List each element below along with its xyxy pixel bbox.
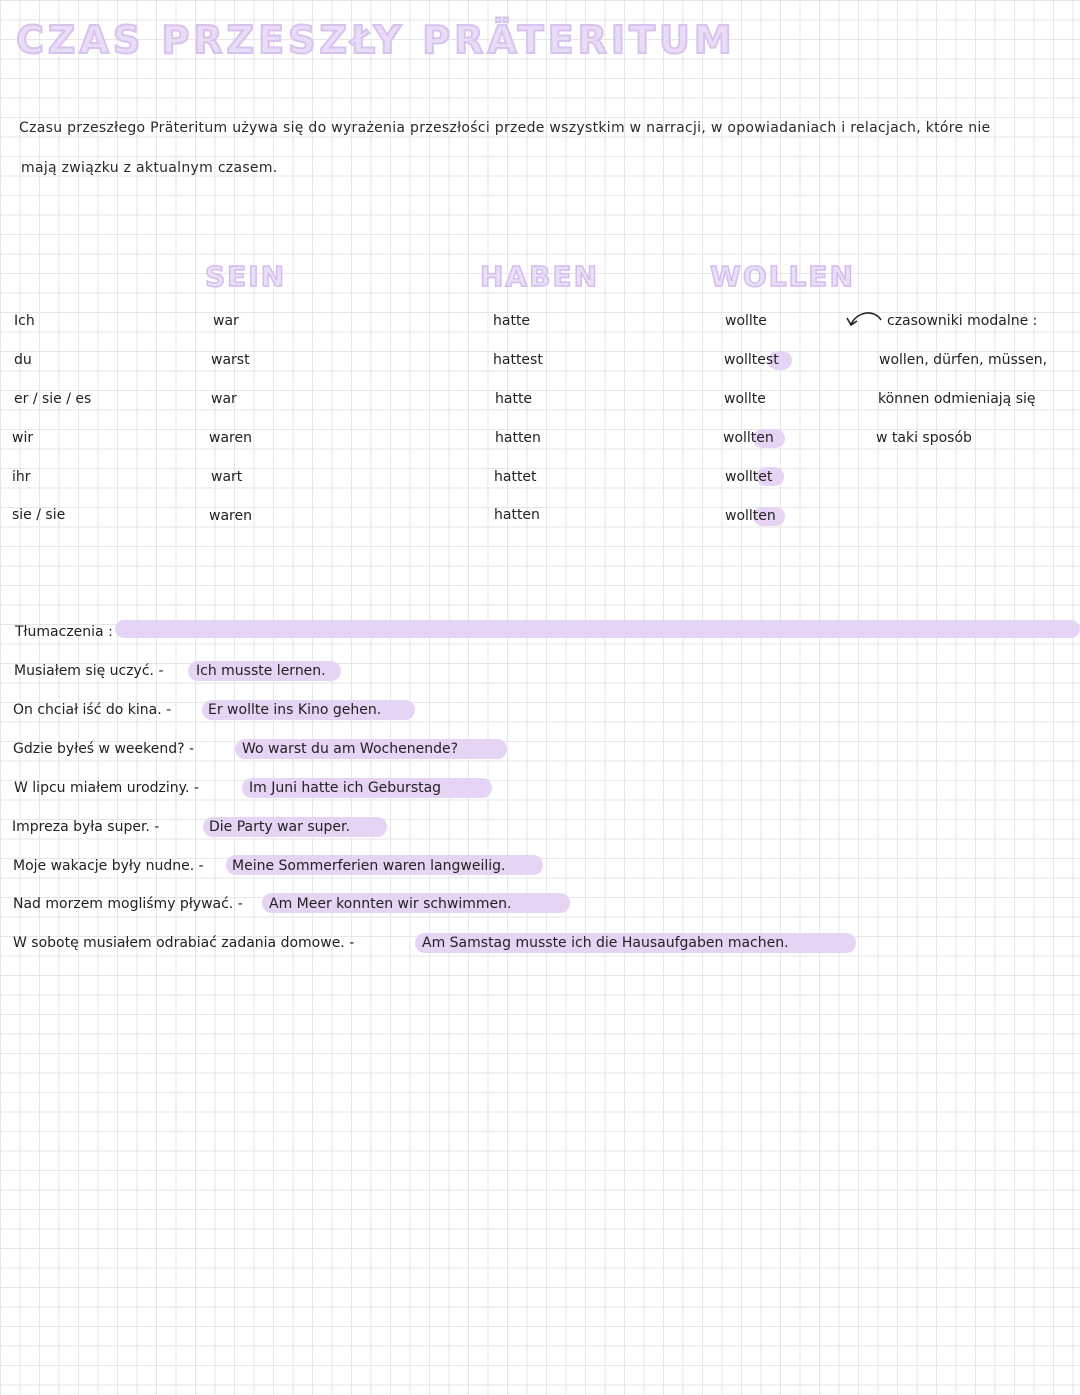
list-item: Musiałem się uczyć. - (14, 663, 164, 679)
sein-cell: war (211, 391, 237, 407)
sein-cell: waren (209, 430, 252, 446)
list-item: Moje wakacje były nudne. - (13, 858, 204, 874)
note-line-4: w taki sposób (876, 430, 972, 446)
pronoun-cell: ihr (12, 469, 31, 485)
translation-answer: Er wollte ins Kino gehen. (208, 702, 382, 718)
list-item: Gdzie byłeś w weekend? - (13, 741, 195, 757)
intro-line-1: Czasu przeszłego Präteritum używa się do wyrażenia przeszłości przede wszystkim w narracji, w opowiadaniach i relacjach, które nie (19, 120, 991, 136)
list-item: Impreza była super. - (12, 819, 160, 835)
translation-answer: Am Meer konnten wir schwimmen. (269, 896, 512, 912)
header-haben: HABEN (480, 260, 600, 293)
pronoun-cell: sie / sie (12, 507, 66, 523)
page-title: CZAS PRZESZŁY PRÄTERITUM (16, 18, 736, 62)
translation-answer: Ich musste lernen. (196, 663, 326, 679)
wollen-cell: wollten (725, 508, 776, 524)
translation-answer: Wo warst du am Wochenende? (242, 741, 458, 757)
sein-cell: war (213, 313, 239, 329)
intro-line-2: mają związku z aktualnym czasem. (21, 160, 278, 176)
wollen-cell: wollte (724, 391, 766, 407)
haben-cell: hatte (495, 391, 533, 407)
translations-label: Tłumaczenia : (15, 624, 113, 640)
wollen-cell: wolltest (724, 352, 779, 368)
pronoun-cell: Ich (14, 313, 35, 329)
note-line-3: können odmieniają się (878, 391, 1036, 407)
haben-cell: hatten (494, 507, 540, 523)
translation-answer: Die Party war super. (209, 819, 350, 835)
haben-cell: hattest (493, 352, 543, 368)
list-item: Nad morzem mogliśmy pływać. - (13, 896, 243, 912)
haben-cell: hattet (494, 469, 537, 485)
wollen-cell: wolltet (725, 469, 773, 485)
note-line-1: czasowniki modalne : (887, 313, 1038, 329)
list-item: On chciał iść do kina. - (13, 702, 172, 718)
header-sein: SEIN (205, 260, 287, 293)
pronoun-cell: wir (12, 430, 34, 446)
translation-answer: Am Samstag musste ich die Hausaufgaben machen. (422, 935, 789, 951)
sein-cell: waren (209, 508, 252, 524)
wollen-cell: wollte (725, 313, 767, 329)
pronoun-cell: du (14, 352, 32, 368)
haben-cell: hatten (495, 430, 541, 446)
wollen-cell: wollten (723, 430, 774, 446)
list-item: W lipcu miałem urodziny. - (14, 780, 199, 796)
sein-cell: warst (211, 352, 250, 368)
list-item: W sobotę musiałem odrabiać zadania domowe. - (13, 935, 355, 951)
sein-cell: wart (211, 469, 243, 485)
translation-answer: Im Juni hatte ich Geburstag (249, 780, 442, 796)
curved-arrow-icon (845, 308, 885, 330)
header-wollen: WOLLEN (710, 260, 855, 293)
section-highlight-bar (115, 620, 1080, 638)
pronoun-cell: er / sie / es (14, 391, 92, 407)
note-line-2: wollen, dürfen, müssen, (879, 352, 1048, 368)
haben-cell: hatte (493, 313, 531, 329)
translation-answer: Meine Sommerferien waren langweilig. (232, 858, 506, 874)
